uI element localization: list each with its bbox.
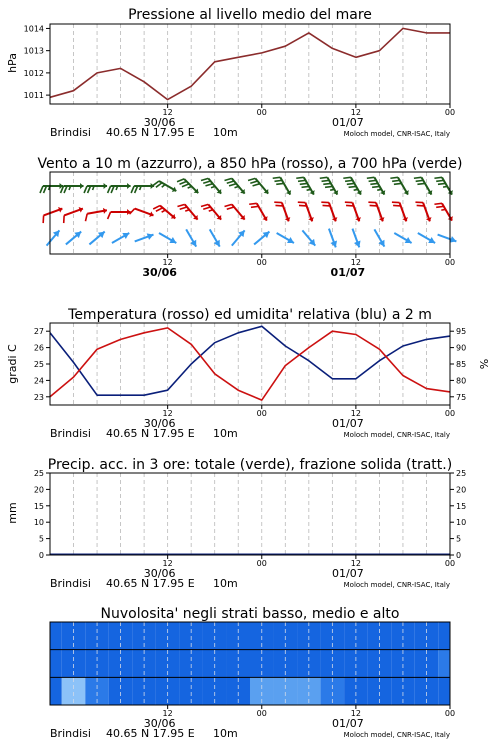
cloud-cells (50, 622, 450, 705)
wind-barb-850-hPa (368, 202, 384, 221)
wind-barb-feather (251, 206, 259, 207)
wind-barb-850-hPa (85, 208, 106, 221)
wind-barb-10-m (112, 233, 129, 243)
wind-title: Vento a 10 m (azzurro), a 850 hPa (rosso), a 700 hPa (verde) (37, 156, 463, 172)
wind-barb-feather (298, 180, 306, 181)
x-tick-label: 00 (256, 409, 267, 418)
y-tick-label: 26 (33, 343, 44, 353)
wind-barb-head (80, 183, 84, 189)
wind-barb-700-hPa (201, 178, 221, 193)
wind-barb-850-hPa (43, 207, 62, 223)
wind-barb-feather (325, 186, 333, 187)
precipitation-title: Precip. acc. in 3 ore: totale (verde), frazione solida (tratt.) (47, 457, 453, 473)
cloud-cell-basso (50, 677, 62, 705)
cloud-cell-basso (438, 677, 450, 705)
wind-barb-feather (64, 186, 67, 193)
wind-barb-feather (177, 179, 184, 182)
wind-barb-half-feather (441, 209, 445, 210)
precipitation-grid (74, 473, 427, 555)
wind-barb-half-feather (162, 185, 165, 188)
x-tick-label: 00 (444, 409, 456, 418)
x-tick-label: 12 (350, 258, 361, 267)
x-tick-label: 12 (350, 559, 361, 568)
location-coords: 40.65 N 17.95 E (106, 577, 195, 590)
x-tick-label: 12 (350, 709, 361, 718)
wind-barb-feather (274, 180, 282, 181)
y-tick-label: 25 (456, 469, 467, 478)
wind-barb-850-hPa (274, 202, 290, 221)
wind-barb-head (104, 183, 108, 189)
wind-barb-feather (44, 186, 47, 193)
x-tick-label: 00 (444, 709, 456, 718)
location-name: Brindisi (50, 126, 91, 139)
wind-barb-head (127, 183, 131, 189)
y-tick-label: 27 (33, 327, 44, 337)
x-tick-label: 12 (350, 409, 361, 418)
wind-barb-10-m (135, 233, 154, 241)
wind-barb-700-hPa (320, 177, 338, 194)
date-label: 30/06 (143, 417, 176, 430)
location-name: Brindisi (50, 427, 91, 440)
wind-barb-700-hPa (84, 183, 107, 193)
date-label: 30/06 (142, 266, 177, 279)
wind-barb-feather (85, 214, 87, 221)
wind-barb-700-hPa (131, 183, 154, 193)
wind-barb-feather (131, 186, 134, 193)
cloud-footer (50, 727, 450, 740)
wind-barb-feather (225, 178, 232, 180)
wind-barb-feather (417, 183, 425, 184)
y-tick-label: 5 (38, 534, 44, 544)
wind-barb-feather (180, 181, 187, 184)
wind-barb-850-hPa (108, 209, 131, 219)
location-name: Brindisi (50, 727, 91, 740)
cloud-cell-medio (50, 650, 62, 678)
wind-barb-feather (180, 207, 187, 209)
x-tick-label: 00 (444, 108, 456, 117)
wind-barb-feather (320, 177, 328, 178)
x-tick-label: 12 (162, 409, 173, 418)
x-tick-label: 00 (256, 258, 267, 267)
date-label: 01/07 (332, 116, 364, 129)
wind-barb-feather (343, 177, 351, 178)
wind-barb-feather (248, 178, 255, 180)
wind-barb-half-feather (307, 189, 311, 190)
precipitation-footer (50, 577, 450, 590)
date-label: 01/07 (332, 417, 364, 430)
wind-barb-feather (227, 181, 234, 183)
date-label: 30/06 (143, 717, 176, 730)
wind-barb-feather (414, 177, 422, 178)
x-tick-label: 12 (162, 709, 173, 718)
wind-barb-10-m (329, 229, 337, 248)
temperature-title: Temperatura (rosso) ed umidita' relativa (blu) a 2 m (68, 307, 432, 323)
wind-barb-850-hPa (415, 202, 431, 221)
date-label: 01/07 (332, 567, 364, 580)
temperature-ylabel: gradi C (6, 344, 19, 384)
wind-barb-850-hPa (392, 202, 408, 221)
y-tick-label: 95 (456, 327, 467, 337)
wind-barb-700-hPa (225, 178, 245, 193)
x-tick-label: 12 (162, 258, 173, 267)
wind-barb-feather (227, 207, 234, 209)
location-elevation: 10m (213, 126, 238, 139)
wind-barb-10-m (438, 235, 457, 243)
wind-barb-feather (390, 177, 398, 178)
wind-barb-700-hPa (177, 179, 198, 193)
wind-barb-feather (249, 203, 257, 204)
pressure-footer (50, 126, 450, 139)
wind-barb-feather (323, 183, 331, 184)
wind-barb-feather (436, 206, 444, 207)
location-elevation: 10m (213, 427, 238, 440)
wind-barb-850-hPa (130, 209, 154, 217)
x-tick-label: 12 (350, 108, 361, 117)
wind-barb-half-feather (377, 189, 381, 190)
wind-barb-feather (203, 181, 210, 183)
wind-barb-feather (111, 186, 114, 193)
wind-barb-half-feather (162, 210, 166, 212)
wind-barb-10-m (159, 233, 176, 243)
wind-barb-850-hPa (298, 202, 314, 221)
wind-panel (37, 156, 462, 279)
wind-barb-feather (201, 178, 208, 180)
wind-barb-700-hPa (108, 183, 131, 193)
wind-barb-half-feather (354, 189, 358, 190)
wind-barb-feather (156, 208, 163, 211)
pressure-panel (6, 7, 455, 139)
wind-barb-700-hPa (40, 183, 63, 193)
y-tick-label: 90 (456, 343, 467, 353)
wind-barb-feather (205, 184, 212, 186)
location-elevation: 10m (213, 727, 238, 740)
wind-barb-700-hPa (390, 177, 408, 194)
wind-barb-feather (434, 177, 442, 178)
y-tick-label: 1014 (23, 24, 44, 34)
wind-barb-850-hPa (225, 204, 245, 219)
pressure-line (50, 28, 450, 99)
wind-barb-feather (84, 186, 87, 193)
wind-barb-feather (370, 183, 378, 184)
y-tick-label: 25 (33, 469, 44, 478)
wind-barb-feather (349, 186, 357, 187)
wind-barb-feather (225, 204, 232, 206)
y-tick-label: 1011 (23, 91, 44, 101)
wind-barb-850-hPa (153, 206, 175, 219)
wind-barb-half-feather (209, 210, 213, 211)
y-tick-label: 25 (33, 360, 44, 369)
wind-barb-700-hPa (248, 178, 268, 193)
wind-barb-850-hPa (321, 202, 337, 221)
y-tick-label: 15 (456, 501, 467, 511)
location-coords: 40.65 N 17.95 E (106, 427, 195, 440)
wind-barb-10-m (418, 233, 435, 243)
location-coords: 40.65 N 17.95 E (106, 126, 195, 139)
wind-barb-feather (201, 204, 208, 206)
wind-barb-feather (273, 177, 281, 178)
wind-barb-850-hPa (249, 203, 267, 220)
precipitation-panel (6, 457, 466, 590)
y-tick-label: 20 (456, 485, 467, 495)
humidity-ylabel: % (478, 358, 491, 370)
wind-barb-feather (250, 181, 257, 183)
y-tick-label: 20 (33, 485, 44, 495)
wind-barb-feather (203, 207, 210, 209)
x-tick-label: 00 (256, 108, 267, 117)
wind-barb-feather (372, 186, 380, 187)
wind-barb-feather (436, 180, 444, 181)
wind-barbs (40, 177, 456, 247)
model-credit: Moloch model, CNR-ISAC, Italy (343, 431, 450, 439)
wind-barb-850-hPa (345, 202, 361, 221)
date-label: 30/06 (143, 116, 176, 129)
y-tick-label: 0 (38, 551, 44, 560)
wind-barb-feather (88, 186, 91, 193)
y-tick-label: 23 (33, 392, 44, 402)
x-tick-label: 00 (256, 559, 267, 568)
wind-barb-feather (367, 177, 375, 178)
temperature-plot (50, 326, 450, 400)
wind-barb-feather (276, 183, 284, 184)
model-credit: Moloch model, CNR-ISAC, Italy (343, 731, 450, 739)
wind-barb-feather (40, 186, 43, 193)
x-tick-label: 00 (444, 258, 456, 267)
temperature-line (50, 328, 450, 400)
y-tick-label: 5 (456, 534, 462, 544)
y-tick-label: 10 (456, 518, 467, 528)
model-credit: Moloch model, CNR-ISAC, Italy (343, 581, 450, 589)
humidity-yticks (450, 327, 466, 402)
wind-barb-700-hPa (273, 177, 291, 194)
precipitation-yticks (34, 469, 50, 560)
y-tick-label: 75 (456, 392, 467, 402)
wind-barb-feather (394, 183, 402, 184)
y-tick-label: 15 (33, 501, 44, 511)
pressure-grid (74, 24, 427, 104)
wind-barb-700-hPa (153, 181, 176, 192)
y-tick-label: 1012 (23, 68, 44, 78)
wind-barb-feather (177, 204, 184, 206)
wind-barb-feather (347, 183, 355, 184)
cloud-cell-medio (438, 650, 450, 678)
x-tick-label: 12 (162, 559, 173, 568)
wind-barb-feather (296, 177, 304, 178)
wind-barb-feather (153, 206, 160, 209)
date-label: 01/07 (332, 717, 364, 730)
wind-barb-700-hPa (296, 177, 314, 194)
wind-barb-half-feather (185, 210, 189, 211)
wind-barb-feather (438, 183, 446, 184)
y-tick-label: 1013 (23, 46, 44, 56)
x-tick-label: 00 (444, 559, 456, 568)
wind-barb-700-hPa (61, 183, 84, 193)
wind-barb-feather (392, 180, 400, 181)
temperature-footer (50, 427, 450, 440)
wind-barb-feather (229, 184, 236, 186)
wind-xaxis (142, 254, 455, 279)
wind-barb-head (103, 208, 107, 214)
wind-barb-feather (434, 203, 442, 204)
cloud-cell-alto (438, 622, 450, 650)
wind-barb-10-m (277, 233, 294, 243)
y-tick-label: 80 (456, 376, 467, 386)
cloud-panel (50, 606, 455, 740)
precipitation-ylabel: mm (6, 502, 19, 524)
y-tick-label: 10 (33, 518, 44, 528)
temperature-grid (74, 323, 427, 405)
x-tick-label: 12 (162, 108, 173, 117)
wind-barb-feather (345, 180, 353, 181)
y-tick-label: 0 (456, 551, 462, 560)
y-tick-label: 24 (33, 376, 44, 386)
cloud-cell-alto (50, 622, 62, 650)
wind-barb-feather (253, 184, 260, 186)
wind-barb-feather (135, 186, 138, 193)
pressure-plot (50, 28, 450, 99)
wind-barb-feather (322, 180, 330, 181)
pressure-yticks (24, 24, 50, 100)
wind-barb-half-feather (443, 186, 447, 187)
temperature-panel (6, 307, 491, 440)
temperature-frame (50, 323, 450, 405)
wind-barb-700-hPa (414, 177, 432, 194)
location-name: Brindisi (50, 577, 91, 590)
wind-barb-feather (108, 212, 111, 219)
wind-barb-700-hPa (343, 177, 361, 194)
wind-barb-feather (302, 186, 310, 187)
precipitation-yticks-right (450, 469, 466, 560)
wind-barb-feather (108, 186, 111, 193)
x-tick-label: 00 (256, 709, 267, 718)
wind-barb-feather (300, 183, 308, 184)
wind-barb-10-m (394, 233, 411, 243)
pressure-title: Pressione al livello medio del mare (128, 7, 372, 23)
wind-barb-700-hPa (367, 177, 385, 194)
y-tick-label: 85 (456, 360, 467, 369)
wind-barb-feather (182, 184, 189, 187)
wind-barb-half-feather (330, 189, 334, 190)
wind-barb-850-hPa (201, 204, 221, 219)
temperature-yticks (34, 327, 50, 402)
date-label: 30/06 (143, 567, 176, 580)
pressure-ylabel: hPa (6, 53, 19, 73)
date-label: 01/07 (330, 266, 366, 279)
pressure-frame (50, 24, 450, 104)
wind-barb-feather (369, 180, 377, 181)
model-credit: Moloch model, CNR-ISAC, Italy (343, 130, 450, 138)
location-coords: 40.65 N 17.95 E (106, 727, 195, 740)
wind-barb-10-m (47, 230, 60, 245)
wind-barb-850-hPa (177, 204, 197, 219)
precipitation-frame (50, 473, 450, 555)
location-elevation: 10m (213, 577, 238, 590)
wind-barb-10-m (352, 229, 360, 248)
wind-barb-feather (416, 180, 424, 181)
cloud-title: Nuvolosita' negli strati basso, medio e alto (100, 606, 400, 622)
